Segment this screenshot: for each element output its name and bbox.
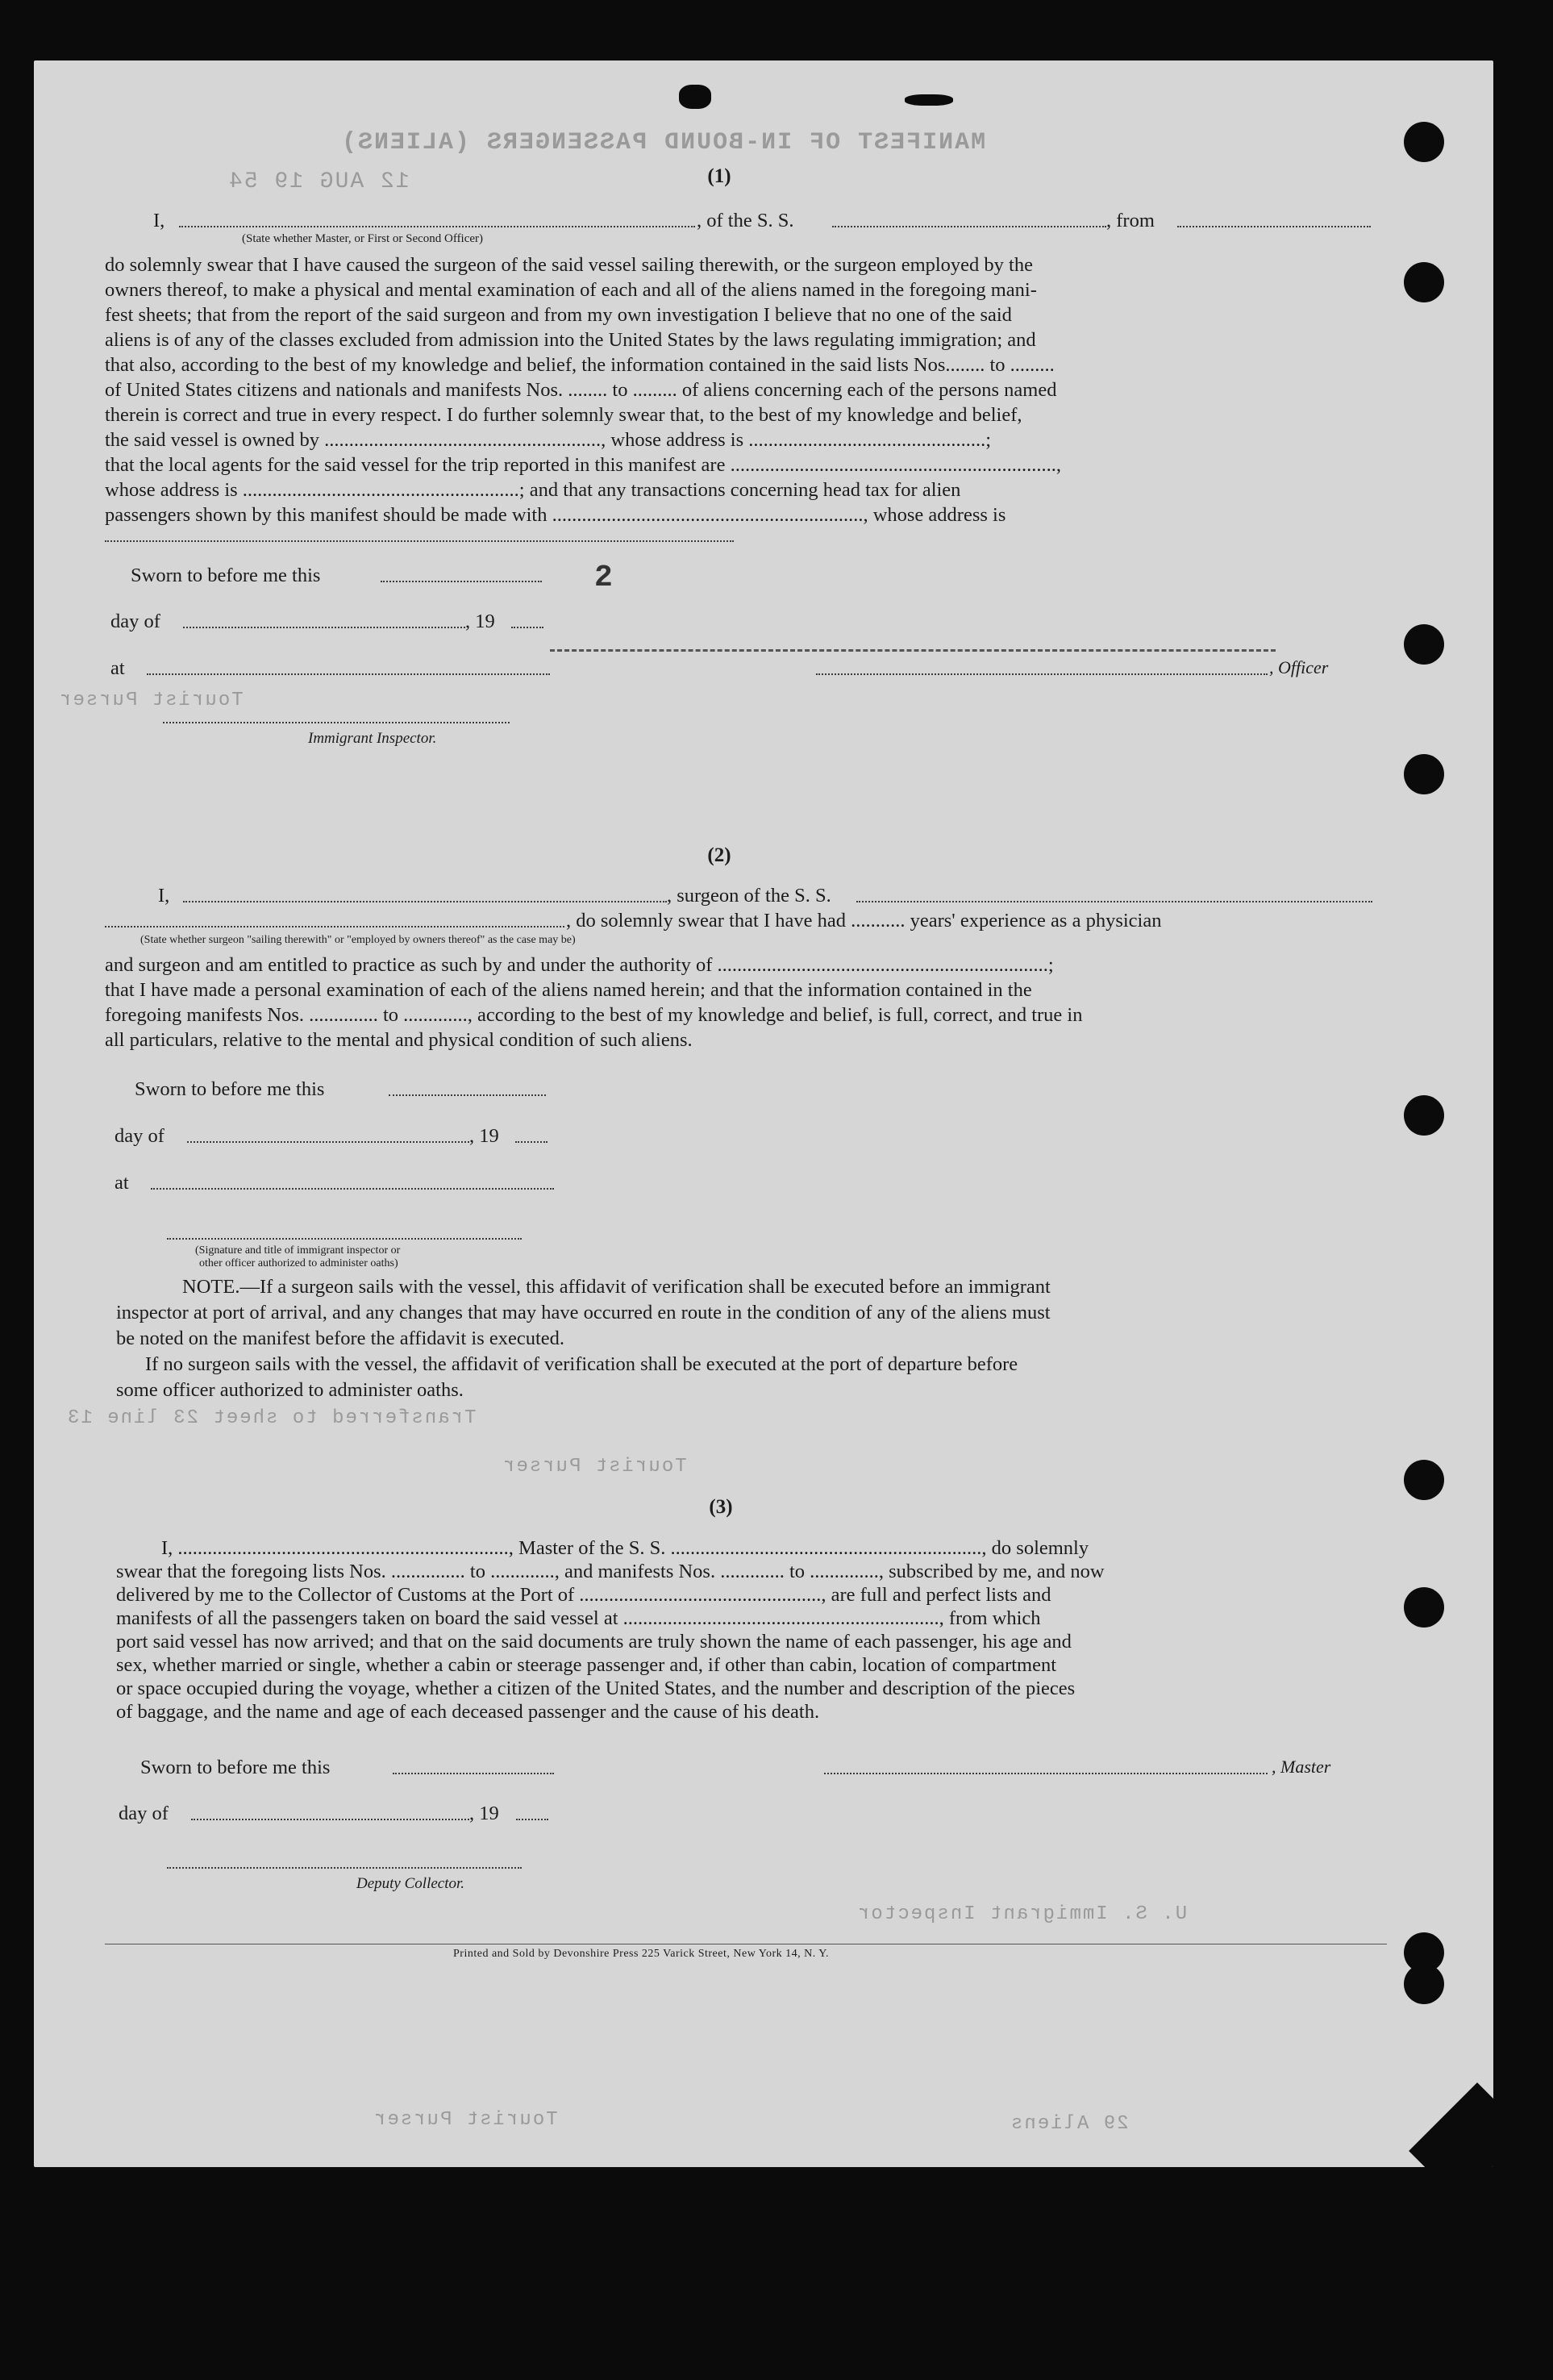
s1-vessel-blank [832, 226, 1106, 227]
scan-smudge [679, 85, 711, 109]
s3-collector-label: Deputy Collector. [356, 1875, 465, 1892]
s3-year-blank [516, 1819, 548, 1820]
binder-hole [1404, 754, 1444, 794]
s1-dashed-rule [550, 649, 1276, 652]
s3-day-of: day of [119, 1803, 169, 1824]
s1-officer-blank [179, 226, 695, 227]
s3-para-line: swear that the foregoing lists Nos. ............... to ............., and manifests Nos. ............. to .............., subscribed by me, and now [116, 1561, 1105, 1582]
s2-para-line: foregoing manifests Nos. .............. to ............., according to the best of my knowledge and belief, is full, correct, and true in [105, 1004, 1083, 1026]
s1-day-blank [183, 627, 465, 628]
s3-sworn-blank [393, 1773, 554, 1774]
section-2-note [116, 1274, 1378, 1403]
s2-surgeon-note: (State whether surgeon "sailing therewith" or "employed by owners thereof" as the case may be) [140, 934, 576, 946]
s3-para-line: of baggage, and the name and age of each deceased passenger and the cause of his death. [116, 1701, 820, 1723]
section-2-paragraph [105, 952, 1379, 1052]
s1-sworn-blank [381, 581, 542, 582]
s1-para-line: aliens is of any of the classes excluded from admission into the United States by the laws regulating immigration; and [105, 329, 1036, 351]
s1-para-line: of United States citizens and nationals and manifests Nos. ........ to ......... of aliens concerning each of the persons named [105, 379, 1057, 401]
s3-para-line: or space occupied during the voyage, whether a citizen of the United States, and the number and description of the pieces [116, 1678, 1076, 1699]
bleed-handwritten-2: 2 [594, 561, 614, 595]
s1-para-line: therein is correct and true in every respect. I do further solemnly swear that, to the best of my knowledge and belief, [105, 404, 1022, 426]
s2-day-of: day of [114, 1125, 164, 1147]
s2-sig-note-1: (Signature and title of immigrant inspector or [195, 1244, 401, 1257]
s1-para-line: the said vessel is owned by ........................................................, whose address is ................................................; [105, 429, 992, 451]
bleed-inspector: U. S. Immigrant Inspector [856, 1903, 1188, 1925]
bleed-purser-1: Tourist Purser [58, 690, 244, 711]
s1-line1-end: , from [1106, 210, 1155, 231]
bleed-date: 12 AUG 19 54 [227, 169, 410, 194]
s1-para-line: that the local agents for the said vessel for the trip reported in this manifest are .................................................................., [105, 454, 1061, 476]
s1-officer-sig-blank [816, 673, 1268, 675]
s2-day-blank [187, 1141, 469, 1143]
s1-para-line: owners thereof, to make a physical and mental examination of each and all of the aliens named in the foregoing mani- [105, 279, 1037, 301]
printer-imprint: Printed and Sold by Devonshire Press 225 Varick Street, New York 14, N. Y. [453, 1948, 830, 1960]
s1-address-blank [105, 540, 734, 542]
s1-day-of: day of [110, 611, 160, 632]
s1-at: at [110, 657, 125, 679]
s1-para-line: whose address is ........................................................; and that any transactions concerning head tax for alien [105, 479, 961, 501]
s3-day-blank [191, 1819, 469, 1820]
s1-from-blank [1177, 226, 1371, 227]
s2-year: , 19 [469, 1125, 499, 1147]
s2-at-blank [151, 1188, 554, 1190]
s2-note-line: If no surgeon sails with the vessel, the affidavit of verification shall be executed at the port of departure before [145, 1353, 1018, 1375]
s3-para-line: sex, whether married or single, whether a cabin or steerage passenger and, if other than cabin, location of compartment [116, 1654, 1057, 1676]
s3-sworn: Sworn to before me this [140, 1757, 331, 1778]
s3-para-line: manifests of all the passengers taken on board the said vessel at ................................................................, from which [116, 1607, 1041, 1629]
s2-line2-end: , do solemnly swear that I have had ........... years' experience as a physician [566, 910, 1162, 932]
s2-para-line: all particulars, relative to the mental and physical condition of such aliens. [105, 1029, 693, 1051]
s3-collector-sig-blank [167, 1867, 522, 1869]
s2-role-blank [105, 926, 564, 927]
binder-hole [1404, 1095, 1444, 1136]
section-3-heading: (3) [709, 1496, 733, 1518]
s2-note-line: inspector at port of arrival, and any changes that may have occurred en route in the condition of any of the aliens must [116, 1302, 1051, 1323]
manifest-sheet [34, 60, 1493, 2167]
s1-inspector-label: Immigrant Inspector. [308, 730, 437, 747]
s2-sig-note-2: other officer authorized to administer oaths) [199, 1257, 398, 1269]
bleed-purser-3: Tourist Purser [373, 2109, 558, 2131]
section-3-paragraph [116, 1536, 1380, 1724]
binder-hole [1404, 1460, 1444, 1500]
s3-para-line: delivered by me to the Collector of Customs at the Port of ................................................., are full and perfect lists and [116, 1584, 1051, 1606]
s2-at: at [114, 1172, 129, 1194]
s1-para-line: that also, according to the best of my knowledge and belief, the information contained in the said lists Nos........ to ......... [105, 354, 1055, 376]
s2-sig-blank [167, 1238, 522, 1240]
s1-para-line: passengers shown by this manifest should be made with ..............................................................., whose address is [105, 504, 1006, 526]
binder-hole [1404, 1587, 1444, 1628]
scan-smudge [905, 94, 953, 106]
s2-para-line: and surgeon and am entitled to practice as such by and under the authority of ...................................................................; [105, 954, 1054, 976]
s2-note-line: some officer authorized to administer oaths. [116, 1379, 464, 1401]
bleed-title: MANIFEST OF IN-BOUND PASSENGERS (ALIENS) [340, 129, 986, 156]
s2-note-line: be noted on the manifest before the affidavit is executed. [116, 1328, 565, 1349]
binder-hole [1404, 1964, 1444, 2004]
s1-officer-note: (State whether Master, or First or Second Officer) [242, 232, 484, 245]
s2-line1-end: , surgeon of the S. S. [667, 885, 831, 907]
s3-year: , 19 [469, 1803, 499, 1824]
s1-sworn: Sworn to before me this [131, 565, 321, 586]
s3-master-blank [824, 1773, 1268, 1774]
section-1-heading: (1) [707, 165, 731, 187]
s3-master-label: , Master [1272, 1757, 1331, 1777]
s1-para-line: fest sheets; that from the report of the said surgeon and from my own investigation I believe that no one of the said [105, 304, 1012, 326]
binder-hole [1404, 624, 1444, 665]
s2-sworn-blank [389, 1094, 546, 1096]
s1-para-line: do solemnly swear that I have caused the surgeon of the said vessel sailing therewith, or the surgeon employed by the [105, 254, 1033, 276]
s1-line1-start: I, [153, 210, 165, 231]
s2-vessel-blank [856, 901, 1372, 902]
s2-note-line: NOTE.—If a surgeon sails with the vessel, this affidavit of verification shall be executed before an immigrant [182, 1276, 1051, 1298]
s2-year-blank [515, 1141, 548, 1143]
bleed-aliens: 29 Aliens [1010, 2113, 1129, 2135]
s1-officer-label: , Officer [1269, 657, 1329, 677]
s2-line1-start: I, [158, 885, 170, 907]
bleed-purser-2: Tourist Purser [502, 1456, 687, 1478]
s3-para-line: port said vessel has now arrived; and that on the said documents are truly shown the name of each passenger, his age and [116, 1631, 1072, 1653]
s1-year: , 19 [465, 611, 495, 632]
bleed-transferred: Transferred to sheet 23 line 13 [66, 1407, 477, 1429]
binder-hole [1404, 262, 1444, 302]
s1-inspector-sig-blank [163, 722, 510, 723]
binder-hole [1404, 122, 1444, 162]
s2-sworn: Sworn to before me this [135, 1078, 325, 1100]
s1-year-blank [511, 627, 543, 628]
s2-para-line: that I have made a personal examination of each of the aliens named herein; and that the information contained in the [105, 979, 1032, 1001]
section-1-paragraph [105, 252, 1372, 527]
s3-para-line: I, ..................................................................., Master of the S. S. ..............................................................., do solemnly [161, 1537, 1089, 1559]
section-2-heading: (2) [707, 844, 731, 866]
s2-surgeon-blank [183, 901, 667, 902]
s1-line1-mid: , of the S. S. [697, 210, 794, 231]
s1-at-blank [147, 673, 550, 675]
